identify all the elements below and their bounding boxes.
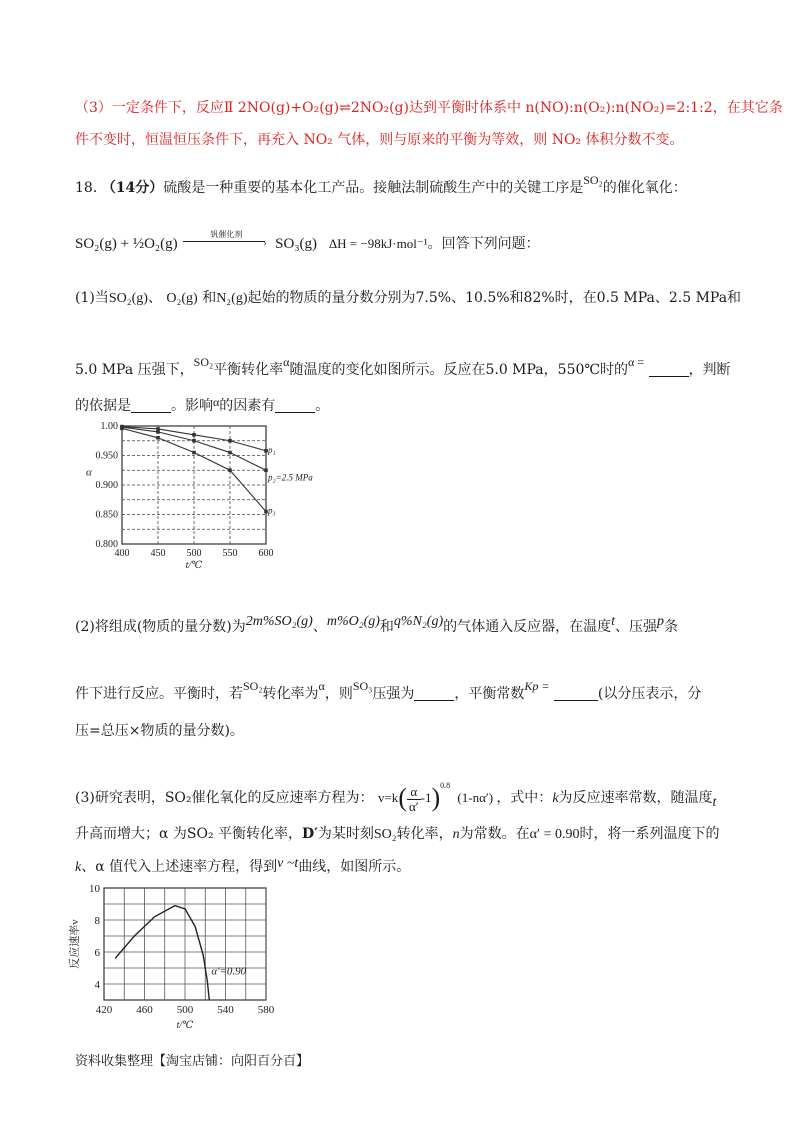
chart1-y-tick: 0.900 bbox=[95, 480, 118, 491]
alpha-vs-temperature-chart bbox=[78, 418, 318, 578]
chart1-point bbox=[156, 436, 160, 440]
part3-text-c: 为反应速率常数，随温度 bbox=[558, 790, 713, 806]
chart2-y-label: 反应速率v bbox=[69, 919, 81, 969]
chart1-point bbox=[192, 451, 196, 455]
part2-so3: SO₃ bbox=[352, 679, 373, 693]
chart1-x-tick: 600 bbox=[258, 548, 274, 559]
chart1-x-tick: 400 bbox=[114, 548, 130, 559]
part3-line-2 bbox=[75, 824, 719, 845]
eq-left: SO₂(g) + ½O₂(g) bbox=[75, 236, 178, 252]
part3-so2: SO₂ bbox=[373, 827, 397, 842]
part2-line-2 bbox=[75, 676, 701, 704]
part3-alpha-value: α′ = 0.90 bbox=[529, 827, 580, 842]
part3-text-d5: 转化率， bbox=[396, 826, 453, 842]
rate-equation: v=k( $\frac{\alpha}{\alpha'}$ -1)$^{0.8}$ (1-nα′) bbox=[377, 781, 494, 814]
chart1-x-tick: 450 bbox=[150, 548, 166, 559]
rate-tail: (1-nα′) bbox=[457, 790, 494, 805]
part3-t: t bbox=[712, 795, 717, 810]
chart1-x-label: t/℃ bbox=[185, 560, 203, 571]
chart1-series-label: p₃ bbox=[268, 505, 276, 516]
part2-text-j: (以分压表示，分 bbox=[597, 686, 702, 702]
answer-blank-basis[interactable] bbox=[131, 398, 171, 413]
part1-text-b: 起始的物质的量分数分别为7.5%、10.5%和82%时，在0.5 MPa、2.5 MPa和 bbox=[247, 290, 742, 306]
chart1-point bbox=[228, 468, 232, 472]
chart1-point bbox=[192, 439, 196, 443]
chart1-series-label: p₁ bbox=[268, 444, 276, 455]
part1-text-g: 的依据是 bbox=[75, 398, 131, 414]
part2-sep: 、 bbox=[312, 619, 327, 635]
footer-note: 资料收集整理【淘宝店铺：向阳百分百】 bbox=[75, 1054, 310, 1069]
part2-text-a: (2)将组成(物质的量分数)为 bbox=[75, 619, 246, 635]
eq-tail: 。回答下列问题： bbox=[427, 237, 540, 252]
part2-so2-b: SO₂ bbox=[243, 679, 263, 693]
chart1-y-label: α bbox=[86, 466, 92, 479]
paragraph-3-line-2: 件不变时，恒温恒压条件下，再充入 NO₂ 气体，则与原来的平衡为等效，则 NO₂ 体积分数不变。 bbox=[75, 132, 684, 148]
part1-line-1 bbox=[75, 288, 741, 309]
chart2-x-tick: 460 bbox=[136, 1004, 153, 1016]
q18-intro-tail: 的催化氧化： bbox=[602, 180, 687, 196]
part3-n: n bbox=[452, 827, 460, 842]
chart2-y-tick: 6 bbox=[94, 947, 100, 959]
part1-alpha-eq: α = bbox=[628, 355, 645, 369]
part2-p: p bbox=[657, 614, 665, 629]
part2-t: t bbox=[611, 614, 616, 629]
part1-so2: SO₂(g) bbox=[108, 291, 148, 306]
q18-intro-text: 硫酸是一种重要的基本化工产品。接触法制硫酸生产中的关键工序是 bbox=[163, 180, 584, 196]
chart2-x-tick: 500 bbox=[176, 1004, 194, 1016]
part3-text-i: 曲线，如图所示。 bbox=[298, 859, 411, 875]
chart2-x-label: t/℃ bbox=[176, 1020, 194, 1030]
chart1-y-tick: 1.00 bbox=[100, 421, 118, 432]
chart1-point bbox=[120, 427, 124, 431]
part1-text-f: ，判断 bbox=[688, 362, 731, 378]
chart1-series-label: p₂=2.5 MPa bbox=[268, 472, 313, 483]
part2-text-b: 的气体通入反应器，在温度 bbox=[443, 619, 612, 635]
part1-text-j: 的因素有 bbox=[219, 398, 276, 414]
q18-points: （14分） bbox=[101, 180, 164, 196]
part2-text-e: 件下进行反应。平衡时，若 bbox=[75, 686, 243, 702]
part3-k: k bbox=[552, 791, 559, 806]
part1-line-3 bbox=[75, 392, 329, 416]
part1-text-e: 随温度的变化如图所示。反应在5.0 MPa，550℃时的 bbox=[289, 362, 629, 378]
chart2-y-tick: 10 bbox=[89, 883, 100, 895]
chart2-y-tick: 4 bbox=[94, 979, 100, 991]
part3-text-h: 、α 值代入上述速率方程，得到 bbox=[81, 859, 278, 875]
chart1-x-tick: 500 bbox=[186, 548, 202, 559]
part2-so2: 2m%SO₂(g) bbox=[245, 614, 313, 629]
part2-text-f: 转化率为 bbox=[262, 686, 319, 702]
chart1-y-tick: 0.800 bbox=[95, 539, 118, 550]
part2-text-i: ，平衡常数 bbox=[454, 686, 525, 702]
paragraph-3-line-1: （3）一定条件下，反应Ⅱ 2NO(g)+O₂(g)⇌2NO₂(g)达到平衡时体系中 n(NO):n(O₂):n(NO₂)=2:1:2，在其它条 bbox=[75, 100, 783, 116]
part1-so2-b: SO₂ bbox=[193, 355, 214, 369]
eq-right: SO₃(g) bbox=[275, 236, 318, 252]
eq-catalyst: 钒催化剂 bbox=[210, 230, 243, 239]
chart2-x-tick: 580 bbox=[257, 1004, 275, 1016]
rate-vs-temperature-chart bbox=[66, 880, 286, 1030]
answer-blank-factors[interactable] bbox=[275, 398, 315, 413]
part2-line-3: 压=总压×物质的量分数)。 bbox=[75, 723, 244, 739]
part2-alpha: α bbox=[318, 679, 325, 693]
part3-text-d3: 为某时刻 bbox=[317, 826, 374, 842]
part2-kp: Kp = bbox=[524, 679, 550, 693]
part1-text-a: (1)当 bbox=[75, 290, 109, 306]
rate-exponent: 0.8 bbox=[440, 781, 451, 790]
part3-text-a: (3)研究表明，SO₂催化氧化的反应速率方程为： bbox=[75, 790, 374, 806]
part2-o2: m%O₂(g) bbox=[326, 614, 380, 629]
part1-text-d: 平衡转化率 bbox=[213, 362, 284, 378]
part3-text-e: 为常数。在 bbox=[459, 826, 530, 842]
answer-blank-alpha[interactable] bbox=[649, 362, 689, 377]
part3-k-b: k bbox=[75, 860, 82, 875]
part3-text-b: ，式中： bbox=[496, 790, 553, 806]
part1-line-2 bbox=[75, 352, 731, 380]
chart2-x-tick: 540 bbox=[217, 1004, 234, 1016]
rate-v: v=k bbox=[377, 790, 399, 805]
eq-dh: ΔH = −98kJ·mol⁻¹ bbox=[328, 236, 428, 251]
chart1-point bbox=[228, 451, 232, 455]
chart1-y-tick: 0.850 bbox=[95, 509, 118, 521]
part1-text-h: 。影响 bbox=[171, 398, 213, 414]
part2-n2: q%N₂(g) bbox=[393, 614, 444, 629]
part2-text-h: 压强为 bbox=[372, 686, 415, 702]
rate-minus1: -1 bbox=[420, 790, 432, 805]
chart2-y-tick: 8 bbox=[94, 915, 100, 927]
chart1-point bbox=[156, 430, 160, 434]
part2-and: 和 bbox=[379, 619, 394, 635]
part3-text-g: 时，将一系列温度下的 bbox=[579, 826, 720, 842]
part1-o2: O₂(g) bbox=[166, 291, 198, 306]
part1-text-k: 。 bbox=[315, 398, 330, 414]
answer-blank-kp[interactable] bbox=[554, 686, 598, 701]
part2-text-g: ，则 bbox=[324, 686, 353, 702]
part2-text-c: 、压强 bbox=[615, 619, 658, 635]
q18-number: 18. bbox=[75, 180, 98, 196]
part1-and: 和 bbox=[202, 290, 217, 306]
chart1-point bbox=[228, 439, 232, 443]
part3-line-3 bbox=[75, 854, 410, 878]
answer-blank-so3-pressure[interactable] bbox=[414, 686, 454, 701]
reaction-equation bbox=[75, 230, 540, 255]
chart1-point bbox=[192, 433, 196, 437]
chart2-annotation: α′=0.90 bbox=[211, 965, 247, 978]
part2-text-d: 条 bbox=[664, 619, 679, 635]
chart1-x-tick: 550 bbox=[222, 548, 238, 559]
chart2-x-tick: 420 bbox=[95, 1004, 113, 1016]
part3-d-prime: D′ bbox=[302, 826, 318, 842]
part1-alpha-b: α bbox=[213, 395, 220, 409]
q18-intro bbox=[75, 170, 687, 198]
eq-arrow: 钒催化剂 › bbox=[181, 234, 271, 248]
part1-alpha: α bbox=[283, 355, 290, 369]
part1-sep: 、 bbox=[147, 290, 162, 306]
part3-vt: v ~t bbox=[277, 856, 299, 871]
q18-intro-species: SO₂ bbox=[583, 173, 603, 187]
part3-line-1 bbox=[75, 766, 717, 814]
part1-n2: N₂(g) bbox=[216, 291, 248, 306]
part2-line-1 bbox=[75, 612, 678, 637]
chart1-y-tick: 0.950 bbox=[95, 450, 118, 462]
part1-text-c: 5.0 MPa 压强下， bbox=[75, 362, 194, 378]
part3-text-d: 升高而增大；α 为SO₂ 平衡转化率， bbox=[75, 826, 303, 842]
rate-fraction: $\frac{\alpha}{\alpha'}$ bbox=[408, 783, 419, 814]
